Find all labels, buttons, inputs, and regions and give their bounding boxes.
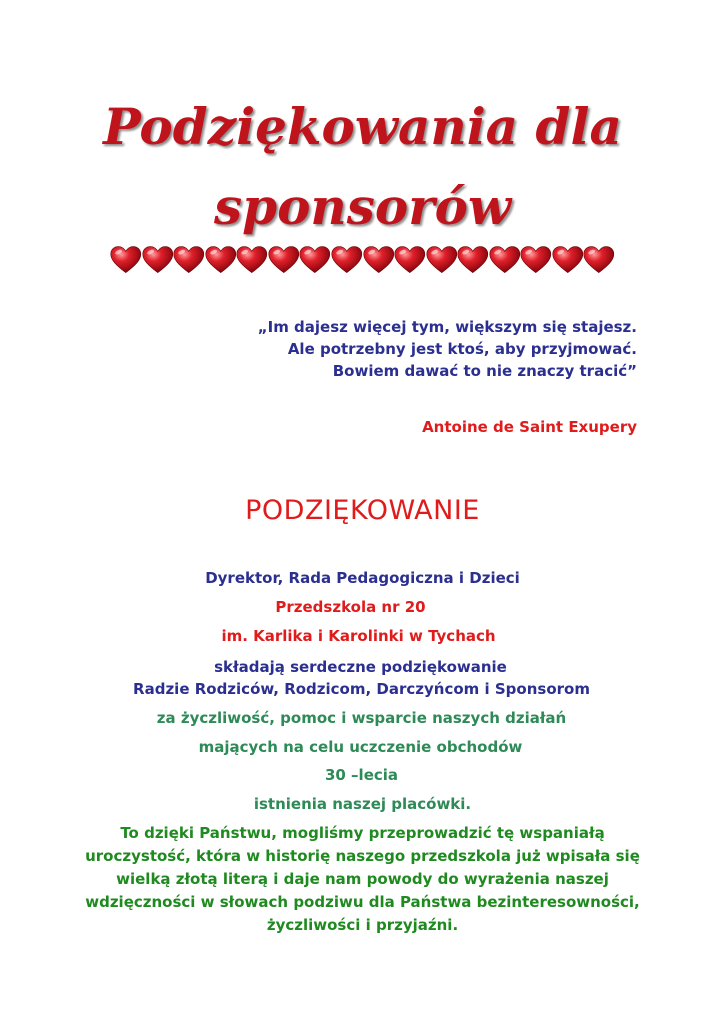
heart-icon [236,240,268,280]
page-title-line-1: Podziękowania dla [103,97,622,156]
quote-line-3: Bowiem dawać to nie znaczy tracić” [332,362,637,380]
section-heading: PODZIĘKOWANIE [245,495,480,526]
heart-icon [394,240,426,280]
body-line-2: Przedszkola nr 20 [275,598,426,616]
heart-icon [173,240,205,280]
quote [258,316,637,382]
body-line-6: za życzliwość, pomoc i wsparcie naszych działań [156,709,567,727]
body-line-7: mających na celu uczczenie obchodów [198,738,523,756]
heart-icon [552,240,584,280]
heart-icon [489,240,521,280]
body-line-5: Radzie Rodziców, Rodzicom, Darczyńcom i Sponsorom [133,680,590,698]
heart-icon [268,240,300,280]
heart-icon [363,240,395,280]
body-line-8: 30 –lecia [324,766,399,784]
closing-line-1: To dzięki Państwu, mogliśmy przeprowadzić tę wspaniałą [120,824,605,842]
page-title-line-2: sponsorów [213,177,512,236]
closing-line-2: uroczystość, która w historię naszego przedszkola już wpisała się [85,847,640,865]
body-line-3: im. Karlika i Karolinki w Tychach [221,627,496,645]
heart-icon [520,240,552,280]
heart-icon [426,240,458,280]
heart-icon [457,240,489,280]
quote-author: Antoine de Saint Exupery [422,418,637,436]
heart-icon [205,240,237,280]
heart-icon [110,240,142,280]
quote-line-1: „Im dajesz więcej tym, większym się stajesz. [257,318,637,336]
closing-line-5: życzliwości i przyjaźni. [266,916,459,934]
hearts-border [110,240,615,280]
body-line-4: składają serdeczne podziękowanie [214,658,507,676]
heart-icon [331,240,363,280]
quote-line-2: Ale potrzebny jest ktoś, aby przyjmować. [287,340,637,358]
closing-line-4: wdzięczności w słowach podziwu dla Państwa bezinteresowności, [85,893,640,911]
heart-icon [299,240,331,280]
closing-paragraph [60,822,665,937]
body-line-1: Dyrektor, Rada Pedagogiczna i Dzieci [205,569,520,587]
body-line-9: istnienia naszej placówki. [253,795,472,813]
heart-icon [583,240,615,280]
heart-icon [142,240,174,280]
closing-line-3: wielką złotą literą i daje nam powody do wyrażenia naszej [116,870,609,888]
